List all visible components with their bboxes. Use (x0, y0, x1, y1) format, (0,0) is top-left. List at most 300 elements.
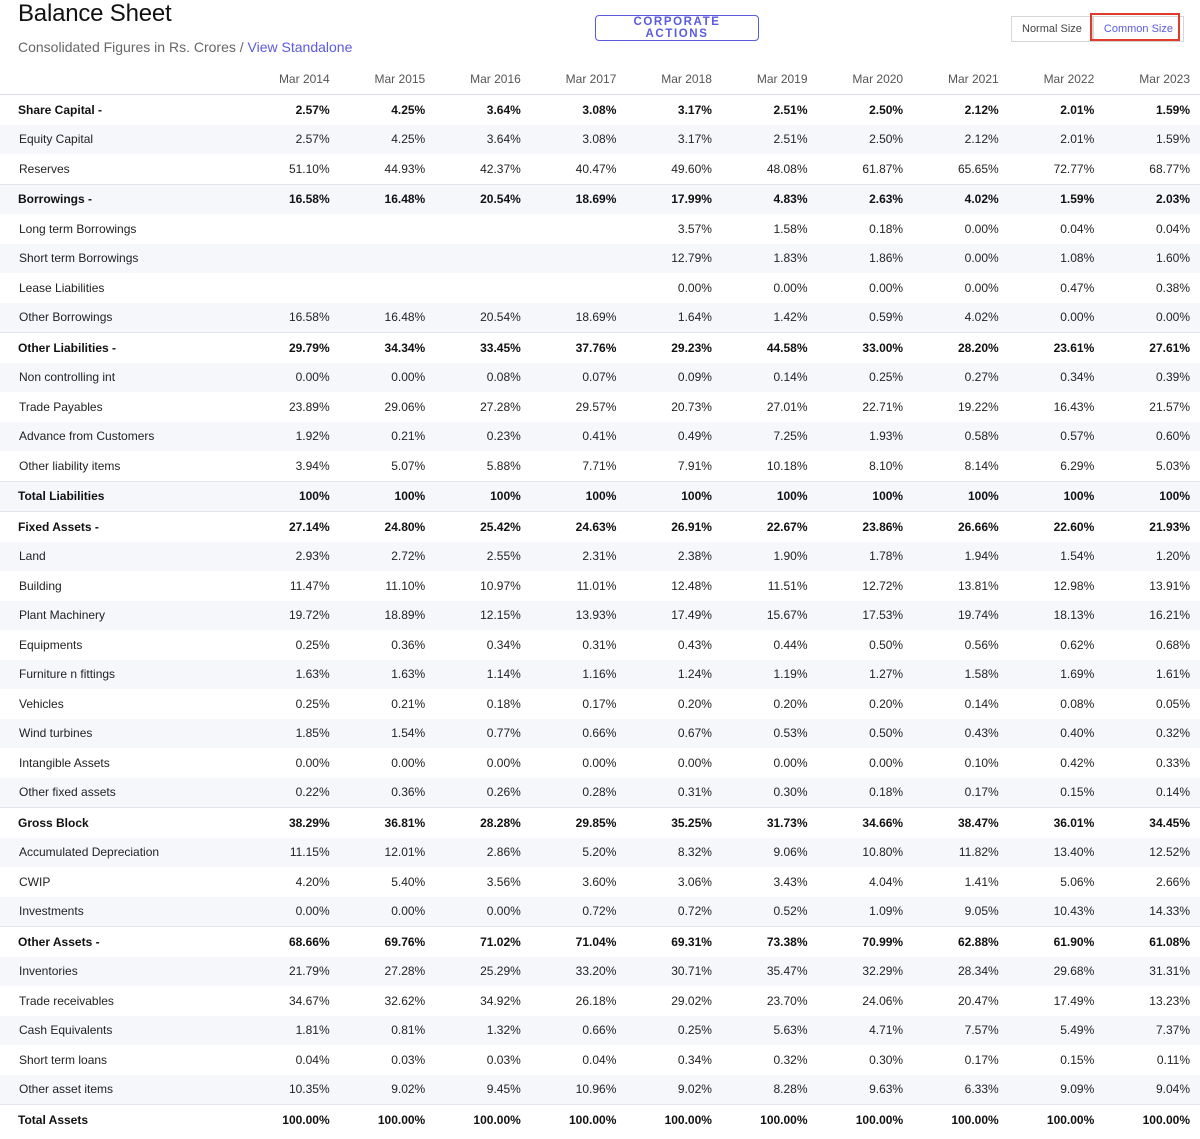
value-cell: 11.47% (289, 578, 330, 593)
value-cell: 0.77% (435, 719, 531, 749)
value-cell: 20.73% (671, 399, 712, 414)
row-label: Inventories (0, 957, 244, 987)
row-label: Reserves (19, 161, 70, 176)
row-label: Wind turbines (0, 719, 244, 749)
value-cell: 34.66% (818, 808, 914, 838)
value-cell: 0.18% (818, 778, 914, 808)
value-cell: 32.29% (818, 957, 914, 987)
value-cell: 5.40% (391, 874, 426, 889)
value-cell: 1.08% (1009, 244, 1105, 274)
value-cell: 0.00% (773, 280, 808, 295)
value-cell: 4.02% (913, 184, 1009, 214)
column-header: Mar 2023 (1104, 64, 1200, 95)
value-cell: 71.02% (435, 927, 531, 957)
value-cell: 3.08% (531, 125, 627, 155)
value-cell: 0.00% (773, 755, 808, 770)
value-cell: 100.00% (626, 1105, 722, 1135)
value-cell: 13.91% (1149, 578, 1190, 593)
value-cell: 8.14% (964, 458, 999, 473)
value-cell: 0.68% (1155, 637, 1190, 652)
value-cell: 0.49% (626, 422, 722, 452)
value-cell: 3.56% (486, 874, 521, 889)
value-cell: 19.74% (913, 601, 1009, 631)
value-cell: 12.01% (340, 838, 436, 868)
value-cell: 0.33% (1155, 755, 1190, 770)
value-cell: 1.27% (818, 660, 914, 690)
value-cell: 0.72% (531, 897, 627, 927)
value-cell: 34.92% (480, 993, 521, 1008)
value-cell: 11.51% (767, 578, 808, 593)
value-cell: 4.20% (295, 874, 330, 889)
column-header: Mar 2019 (722, 64, 818, 95)
value-cell: 0.25% (295, 637, 330, 652)
value-cell: 3.64% (435, 125, 531, 155)
value-cell: 14.33% (1104, 897, 1200, 927)
value-cell: 0.43% (677, 637, 712, 652)
table-row[interactable] (0, 808, 1200, 838)
value-cell: 16.58% (244, 184, 340, 214)
value-cell: 1.58% (773, 221, 808, 236)
value-cell: 12.79% (626, 244, 722, 274)
value-cell: 1.83% (722, 244, 818, 274)
value-cell: 12.98% (1053, 578, 1095, 593)
value-cell: 10.18% (766, 458, 808, 473)
value-cell: 1.14% (435, 660, 531, 690)
value-cell: 10.97% (480, 578, 521, 593)
table-row (0, 273, 1200, 303)
row-label[interactable]: Gross Block (0, 808, 244, 838)
value-cell: 7.71% (582, 458, 617, 473)
value-cell: 100% (531, 481, 627, 512)
value-cell: 3.64% (486, 102, 521, 117)
value-cell: 1.78% (818, 542, 914, 572)
value-cell: 29.57% (575, 399, 617, 414)
value-cell: 0.03% (391, 1052, 426, 1067)
value-cell: 0.00% (1009, 303, 1105, 333)
value-cell: 3.94% (295, 458, 330, 473)
value-cell (531, 214, 627, 244)
value-cell: 0.14% (964, 696, 999, 711)
row-label[interactable]: Other Assets - (0, 927, 244, 957)
value-cell: 9.63% (818, 1075, 914, 1105)
value-cell: 12.15% (435, 601, 531, 631)
value-cell: 9.45% (435, 1075, 531, 1105)
value-cell: 1.86% (818, 244, 914, 274)
value-cell: 0.31% (626, 778, 722, 808)
value-cell: 7.91% (677, 458, 712, 473)
value-cell: 3.57% (677, 221, 712, 236)
value-cell: 13.23% (1149, 993, 1190, 1008)
normal-size-option[interactable]: Normal Size (1011, 16, 1093, 42)
value-cell: 0.05% (1155, 696, 1190, 711)
table-row (0, 542, 1200, 572)
value-cell: 29.79% (244, 333, 340, 363)
value-cell: 20.54% (435, 184, 531, 214)
value-cell: 3.17% (626, 125, 722, 155)
row-label: Land (0, 542, 244, 572)
value-cell: 2.12% (913, 125, 1009, 155)
value-cell: 4.02% (913, 303, 1009, 333)
value-cell: 0.00% (244, 363, 340, 393)
value-cell: 13.81% (957, 578, 999, 593)
value-cell: 33.20% (531, 957, 627, 987)
value-cell: 10.96% (531, 1075, 627, 1105)
value-cell: 22.71% (862, 399, 904, 414)
value-cell: 1.69% (1009, 660, 1105, 690)
table-row[interactable] (0, 927, 1200, 957)
value-cell: 23.70% (766, 993, 808, 1008)
value-cell: 10.43% (1009, 897, 1105, 927)
value-cell: 2.51% (722, 125, 818, 155)
value-cell: 1.24% (626, 660, 722, 690)
value-cell: 1.54% (1009, 542, 1105, 572)
value-cell: 62.88% (913, 927, 1009, 957)
row-label[interactable]: Share Capital - (18, 102, 103, 117)
value-cell: 34.45% (1104, 808, 1200, 838)
row-label: Equipments (19, 637, 83, 652)
table-row (0, 451, 1200, 481)
value-cell: 61.08% (1104, 927, 1200, 957)
value-cell: 0.17% (582, 696, 617, 711)
table-row[interactable] (0, 95, 1200, 125)
value-cell: 100.00% (1009, 1105, 1105, 1135)
value-cell: 29.68% (1009, 957, 1105, 987)
value-cell: 72.77% (1053, 161, 1095, 176)
value-cell: 0.15% (1060, 1052, 1095, 1067)
value-cell: 0.00% (340, 897, 436, 927)
value-cell: 0.42% (1060, 755, 1095, 770)
value-cell: 18.69% (531, 303, 627, 333)
value-cell: 0.04% (295, 1052, 330, 1067)
value-cell: 2.51% (773, 102, 808, 117)
value-cell: 3.43% (773, 874, 808, 889)
value-cell: 16.43% (1053, 399, 1095, 414)
value-cell: 100% (626, 481, 722, 512)
table-row (0, 392, 1200, 422)
value-cell: 5.03% (1155, 458, 1190, 473)
value-cell: 9.05% (913, 897, 1009, 927)
value-cell: 0.62% (1060, 637, 1095, 652)
value-cell: 0.17% (964, 1052, 999, 1067)
value-cell (435, 214, 531, 244)
value-cell: 18.13% (1009, 601, 1105, 631)
value-cell: 28.28% (435, 808, 531, 838)
value-cell: 49.60% (671, 161, 712, 176)
value-cell: 1.59% (1009, 184, 1105, 214)
value-cell: 100.00% (531, 1105, 627, 1135)
value-cell: 65.65% (957, 161, 999, 176)
value-cell: 31.31% (1104, 957, 1200, 987)
value-cell: 0.66% (531, 1016, 627, 1046)
value-cell: 21.57% (1149, 399, 1190, 414)
value-cell: 100.00% (244, 1105, 340, 1135)
value-cell: 26.18% (575, 993, 617, 1008)
page-subtitle (18, 39, 352, 55)
value-cell: 0.57% (1009, 422, 1105, 452)
value-cell: 28.20% (913, 333, 1009, 363)
row-label: Plant Machinery (0, 601, 244, 631)
value-cell: 0.60% (1104, 422, 1200, 452)
value-cell: 21.93% (1104, 512, 1200, 542)
value-cell: 20.54% (435, 303, 531, 333)
table-row (0, 244, 1200, 274)
value-cell: 1.61% (1104, 660, 1200, 690)
value-cell: 73.38% (722, 927, 818, 957)
table-row[interactable] (0, 184, 1200, 214)
value-cell: 2.03% (1104, 184, 1200, 214)
value-cell: 0.38% (1155, 280, 1190, 295)
value-cell: 26.91% (626, 512, 722, 542)
table-row (0, 571, 1200, 601)
value-cell: 27.01% (766, 399, 808, 414)
table-row[interactable] (0, 512, 1200, 542)
value-cell: 23.61% (1009, 333, 1105, 363)
column-header: Mar 2014 (244, 64, 340, 95)
value-cell: 0.04% (1060, 221, 1095, 236)
value-cell: 12.72% (862, 578, 904, 593)
column-header: Mar 2020 (818, 64, 914, 95)
value-cell: 2.66% (1155, 874, 1190, 889)
value-cell: 3.17% (677, 102, 712, 117)
table-row (0, 1075, 1200, 1105)
value-cell: 17.49% (626, 601, 722, 631)
value-cell: 0.21% (391, 696, 426, 711)
value-cell: 0.07% (531, 363, 627, 393)
value-cell: 9.04% (1104, 1075, 1200, 1105)
table-row[interactable] (0, 333, 1200, 363)
value-cell: 48.08% (766, 161, 808, 176)
table-row[interactable] (0, 1105, 1200, 1135)
value-cell: 1.92% (244, 422, 340, 452)
value-cell (531, 244, 627, 274)
value-cell: 0.00% (913, 244, 1009, 274)
value-cell (244, 273, 340, 303)
value-cell: 100% (340, 481, 436, 512)
table-row (0, 303, 1200, 333)
value-cell: 2.01% (1060, 102, 1095, 117)
value-cell: 33.45% (435, 333, 531, 363)
table-row (0, 689, 1200, 719)
value-cell: 0.00% (964, 221, 999, 236)
value-cell: 69.31% (626, 927, 722, 957)
view-standalone-link[interactable]: View Standalone (247, 39, 353, 55)
value-cell: 69.76% (340, 927, 436, 957)
row-label[interactable]: Other Liabilities - (0, 333, 244, 363)
value-cell: 2.38% (626, 542, 722, 572)
value-cell: 1.94% (913, 542, 1009, 572)
column-header: Mar 2017 (531, 64, 627, 95)
row-label: Short term loans (19, 1052, 108, 1067)
table-row (0, 719, 1200, 749)
value-cell: 1.81% (244, 1016, 340, 1046)
value-cell: 100% (722, 481, 818, 512)
value-cell: 23.86% (818, 512, 914, 542)
value-cell: 11.10% (385, 578, 426, 593)
value-cell: 5.88% (486, 458, 521, 473)
value-cell: 5.63% (722, 1016, 818, 1046)
value-cell: 5.49% (1009, 1016, 1105, 1046)
value-cell: 1.63% (340, 660, 436, 690)
row-label[interactable]: Fixed Assets - (0, 512, 244, 542)
value-cell: 7.25% (722, 422, 818, 452)
row-label[interactable]: Borrowings - (0, 184, 244, 214)
value-cell: 0.59% (818, 303, 914, 333)
row-label: Short term Borrowings (0, 244, 244, 274)
common-size-option[interactable]: Common Size (1093, 16, 1184, 42)
table-row (0, 897, 1200, 927)
value-cell: 0.22% (244, 778, 340, 808)
value-cell: 100% (1009, 481, 1105, 512)
value-cell: 6.29% (1060, 458, 1095, 473)
column-header: Mar 2015 (340, 64, 436, 95)
value-cell: 0.00% (582, 755, 617, 770)
value-cell: 24.63% (531, 512, 627, 542)
row-label: Investments (0, 897, 244, 927)
value-cell: 0.56% (964, 637, 999, 652)
value-cell: 0.10% (964, 755, 999, 770)
value-cell: 34.34% (340, 333, 436, 363)
table-row (0, 1016, 1200, 1046)
value-cell: 12.52% (1104, 838, 1200, 868)
row-label: Accumulated Depreciation (0, 838, 244, 868)
value-cell: 51.10% (288, 161, 330, 176)
value-cell: 17.49% (1053, 993, 1095, 1008)
value-cell: 24.80% (340, 512, 436, 542)
value-cell: 0.52% (722, 897, 818, 927)
value-cell: 0.81% (340, 1016, 436, 1046)
value-cell: 34.67% (288, 993, 330, 1008)
value-cell: 2.86% (435, 838, 531, 868)
value-cell: 0.43% (913, 719, 1009, 749)
value-cell: 25.42% (435, 512, 531, 542)
value-cell: 4.71% (818, 1016, 914, 1046)
value-cell: 35.47% (722, 957, 818, 987)
value-cell: 2.50% (818, 125, 914, 155)
value-cell: 100% (1104, 481, 1200, 512)
value-cell: 44.58% (722, 333, 818, 363)
size-toggle (1011, 16, 1184, 42)
table-row (0, 838, 1200, 868)
value-cell: 19.72% (244, 601, 340, 631)
row-label: Other Borrowings (0, 303, 244, 333)
value-cell: 100% (818, 481, 914, 512)
value-cell: 0.32% (1104, 719, 1200, 749)
value-cell: 1.90% (722, 542, 818, 572)
value-cell: 25.29% (435, 957, 531, 987)
value-cell: 27.61% (1104, 333, 1200, 363)
table-body (0, 95, 1200, 1135)
value-cell: 1.63% (244, 660, 340, 690)
value-cell: 100% (913, 481, 1009, 512)
value-cell: 0.00% (244, 897, 340, 927)
value-cell: 0.50% (818, 719, 914, 749)
value-cell: 2.12% (964, 102, 999, 117)
row-label[interactable]: Total Liabilities (0, 481, 244, 512)
value-cell: 16.48% (340, 303, 436, 333)
value-cell: 11.82% (913, 838, 1009, 868)
value-cell: 19.22% (957, 399, 999, 414)
value-cell (340, 214, 436, 244)
table-row (0, 986, 1200, 1016)
value-cell: 1.60% (1104, 244, 1200, 274)
value-cell: 0.34% (677, 1052, 712, 1067)
value-cell: 0.34% (1009, 363, 1105, 393)
value-cell: 0.00% (869, 280, 904, 295)
value-cell: 30.71% (626, 957, 722, 987)
value-cell: 0.00% (869, 755, 904, 770)
table-row (0, 778, 1200, 808)
value-cell: 0.18% (869, 221, 904, 236)
value-cell: 29.06% (384, 399, 426, 414)
subtitle-text: Consolidated Figures in Rs. Crores / (18, 39, 248, 55)
value-cell: 100.00% (435, 1105, 531, 1135)
value-cell: 61.90% (1009, 927, 1105, 957)
table-row (0, 630, 1200, 660)
row-label: Equity Capital (0, 125, 244, 155)
value-cell (531, 273, 627, 303)
value-cell (340, 244, 436, 274)
value-cell: 27.14% (244, 512, 340, 542)
value-cell: 32.62% (384, 993, 426, 1008)
value-cell: 2.57% (244, 125, 340, 155)
value-cell: 11.01% (576, 578, 617, 593)
value-cell: 0.39% (1104, 363, 1200, 393)
value-cell: 4.83% (722, 184, 818, 214)
value-cell (435, 244, 531, 274)
value-cell: 0.30% (722, 778, 818, 808)
value-cell: 0.00% (1104, 303, 1200, 333)
value-cell: 0.21% (340, 422, 436, 452)
value-cell: 27.28% (480, 399, 521, 414)
value-cell: 17.53% (818, 601, 914, 631)
value-cell: 38.29% (244, 808, 340, 838)
value-cell: 11.15% (244, 838, 340, 868)
value-cell: 8.10% (869, 458, 904, 473)
row-label: Advance from Customers (0, 422, 244, 452)
value-cell: 68.77% (1149, 161, 1190, 176)
row-label: Trade receivables (19, 993, 114, 1008)
value-cell: 0.00% (391, 755, 426, 770)
row-label: Vehicles (19, 696, 64, 711)
table-row[interactable] (0, 481, 1200, 512)
value-cell: 0.20% (677, 696, 712, 711)
row-label: Other fixed assets (0, 778, 244, 808)
value-cell: 0.14% (1104, 778, 1200, 808)
value-cell (340, 273, 436, 303)
value-cell: 4.04% (869, 874, 904, 889)
value-cell: 16.48% (340, 184, 436, 214)
value-cell: 5.20% (531, 838, 627, 868)
value-cell: 100.00% (913, 1105, 1009, 1135)
value-cell: 0.34% (486, 637, 521, 652)
corporate-actions-button[interactable]: CORPORATE ACTIONS (595, 15, 759, 41)
value-cell: 20.47% (957, 993, 999, 1008)
value-cell: 1.42% (722, 303, 818, 333)
row-label[interactable]: Total Assets (0, 1105, 244, 1135)
value-cell: 0.14% (722, 363, 818, 393)
table-row (0, 1045, 1200, 1075)
value-cell: 0.17% (913, 778, 1009, 808)
value-cell: 0.40% (1009, 719, 1105, 749)
value-cell: 17.99% (626, 184, 722, 214)
row-label: Cash Equivalents (0, 1016, 244, 1046)
value-cell: 0.20% (869, 696, 904, 711)
value-cell: 0.47% (1060, 280, 1095, 295)
table-header-row (0, 64, 1200, 95)
value-cell (435, 273, 531, 303)
value-cell: 0.00% (677, 755, 712, 770)
value-cell: 100% (435, 481, 531, 512)
